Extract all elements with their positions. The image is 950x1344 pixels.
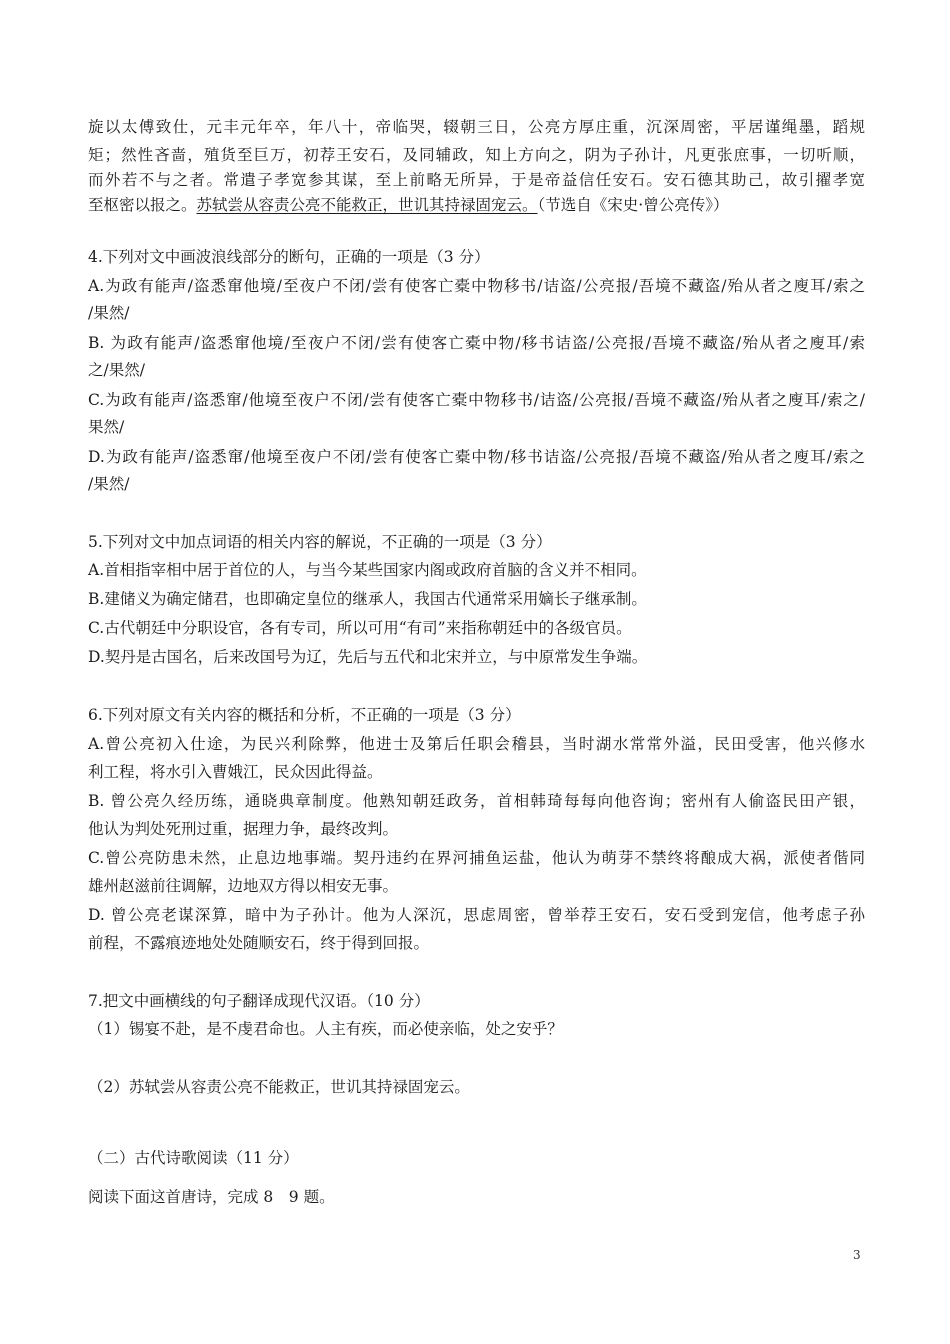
option-d-cont: /果然/ xyxy=(88,475,130,493)
page-number: 3 xyxy=(853,1248,861,1262)
option-a: A.曾公亮初入仕途，为民兴利除弊，他进士及第后任职会稽县，当时湖水常常外溢，民田受害，他兴修水 xyxy=(88,735,865,753)
question-5-stem: 5.下列对文中加点词语的相关内容的解说，不正确的一项是（3 分） xyxy=(88,533,552,551)
option-c-cont: 果然/ xyxy=(88,418,125,436)
section-intro: 阅读下面这首唐诗，完成 8 9 题。 xyxy=(88,1188,335,1206)
option-a: A.为政有能声/盗悉窜他境/至夜户不闭/尝有使客亡橐中物移书/诘盗/公亮报/吾境不藏盗/殆从者之廋耳/索之 xyxy=(88,277,865,295)
option-b-cont: 之/果然/ xyxy=(88,361,145,379)
option-c: C.古代朝廷中分职设官，各有专司，所以可用“有司”来指称朝廷中的各级官员。 xyxy=(88,619,632,637)
question-4-stem: 4.下列对文中画波浪线部分的断句，正确的一项是（3 分） xyxy=(88,248,490,266)
translation-item-2: （2）苏轼尝从容责公亮不能救正，世讥其持禄固宠云。 xyxy=(88,1078,470,1096)
question-6-stem: 6.下列对原文有关内容的概括和分析，不正确的一项是（3 分） xyxy=(88,706,521,724)
option-d: D.为政有能声/盗悉窜/他境至夜户不闭/尝有使客亡橐中物/移书诘盗/公亮报/吾境不藏盗/殆从者之廋耳/索之 xyxy=(88,448,865,466)
section-heading: （二）古代诗歌阅读（11 分） xyxy=(88,1149,299,1167)
question-7-stem: 7.把文中画横线的句子翻译成现代汉语。（10 分） xyxy=(88,992,430,1010)
translation-item-1: （1）锡宴不赴，是不虔君命也。人主有疾，而必使亲临，处之安乎？ xyxy=(88,1020,563,1038)
passage-line xyxy=(88,195,728,215)
option-c: C.曾公亮防患未然，止息边地事端。契丹违约在界河捕鱼运盐，他认为萌芽不禁终将酿成大祸，派使者偕同 xyxy=(88,849,865,867)
option-d-cont: 前程，不露痕迹地处处随顺安石，终于得到回报。 xyxy=(88,934,430,952)
option-b: B.建储义为确定储君，也即确定皇位的继承人，我国古代通常采用嫡长子继承制。 xyxy=(88,590,647,608)
option-b: B. 曾公亮久经历练，通晓典章制度。他熟知朝廷政务，首相韩琦每每向他咨询；密州有人偷盗民田产银， xyxy=(88,792,865,810)
option-a-cont: 利工程，将水引入曹娥江，民众因此得益。 xyxy=(88,763,383,781)
underlined-sentence: 苏轼尝从容责公亮不能救正，世讥其持禄固宠云。 xyxy=(196,196,538,214)
option-d: D.契丹是古国名，后来改国号为辽，先后与五代和北宋并立，与中原常发生争端。 xyxy=(88,648,648,666)
option-c: C.为政有能声/盗悉窜/他境至夜户不闭/尝有使客亡橐中物移书/诘盗/公亮报/吾境不藏盗/殆从者之廋耳/索之/ xyxy=(88,391,865,409)
option-a-cont: /果然/ xyxy=(88,304,130,322)
option-b: B. 为政有能声/盗悉窜他境/至夜户不闭/尝有使客亡橐中物/移书诘盗/公亮报/吾境不藏盗/殆从者之廋耳/索 xyxy=(88,334,865,352)
source-citation: （节选自《宋史·曾公亮传》） xyxy=(537,196,729,214)
option-b-cont: 他认为判处死刑过重，据理力争，最终改判。 xyxy=(88,820,399,838)
option-c-cont: 雄州赵滋前往调解，边地双方得以相安无事。 xyxy=(88,877,399,895)
passage-line: 旋以太傅致仕，元丰元年卒，年八十，帝临哭，辍朝三日，公亮方厚庄重，沉深周密，平居谨绳墨，蹈规 xyxy=(88,118,865,136)
option-a: A.首相指宰相中居于首位的人，与当今某些国家内阁或政府首脑的含义并不相同。 xyxy=(88,561,647,579)
passage-line: 矩；然性吝啬，殖货至巨万，初荐王安石，及同辅政，知上方向之，阴为子孙计，凡更张庶事，一切听顺， xyxy=(88,146,865,164)
passage-text: 至枢密以报之。 xyxy=(88,196,197,214)
passage-line: 而外若不与之者。常遣子孝宽参其谋，至上前略无所异，于是帝益信任安石。安石德其助己，故引擢孝宽 xyxy=(88,171,865,189)
option-d: D. 曾公亮老谋深算，暗中为子孙计。他为人深沉，思虑周密，曾举荐王安石，安石受到宠信，他考虑子孙 xyxy=(88,906,865,924)
